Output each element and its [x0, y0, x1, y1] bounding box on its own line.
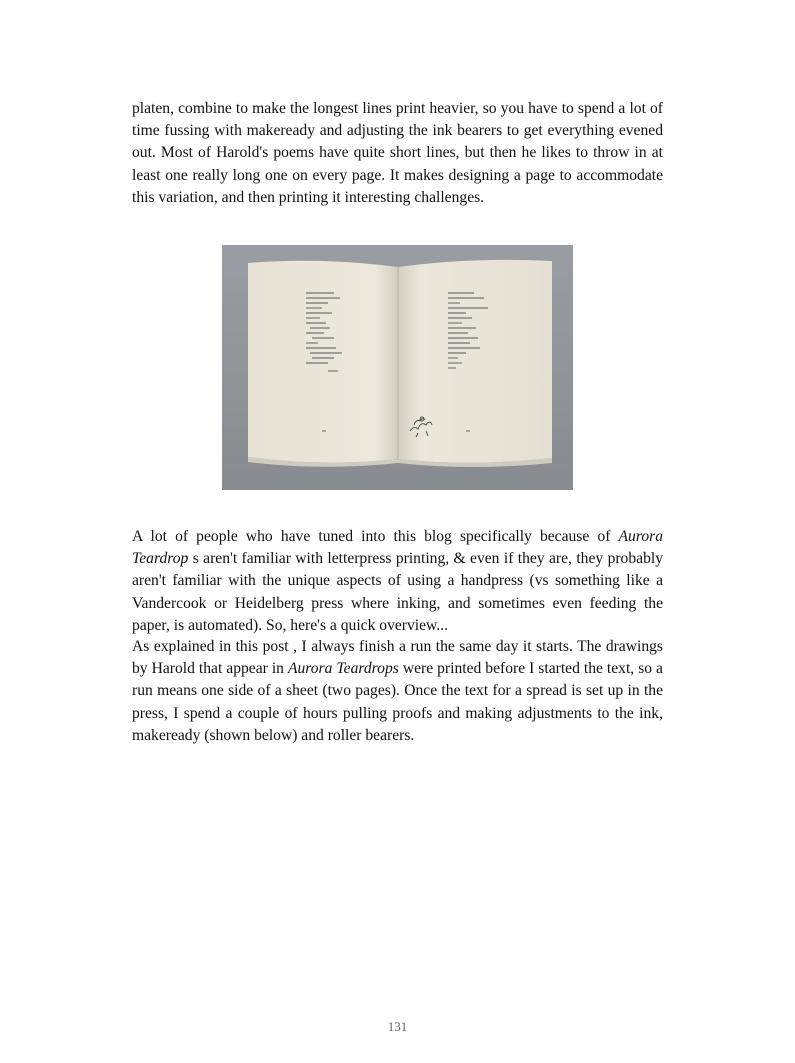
paragraph-2-text-before: A lot of people who have tuned into this blog specifically because of [132, 528, 619, 545]
paragraph-1: platen, combine to make the longest lines print heavier, so you have to spend a lot of time fussing with makeready and adjusting the ink bearers to get everything evened out. Most of Harold's poems have quite short lines, but then he likes to throw in at least one really long one on every page. It makes designing a page to accommodate this variation, and then printing it interesting challenges. [132, 100, 663, 206]
paragraph-3-text-after: were printed before I started the text, so a run means one side of a sheet (two pages). Once the text for a spread is set up in the press, I spend a couple of hours pulling proofs and making adjustments to the ink, makeready (shown below) and roller bearers. [132, 660, 663, 744]
paragraph-3-text-before: As explained in this post , I always finish a run the same day it starts. The drawings by Harold that appear in [132, 638, 663, 678]
paragraph-2 [132, 526, 663, 637]
book-title-italic: Aurora Teardrop [132, 528, 663, 568]
page-number: 131 [387, 1019, 408, 1034]
paragraph-3 [132, 636, 663, 747]
paragraph-2-text-after: s aren't familiar with letterpress printing, & even if they are, they probably aren't familiar with the unique aspects of using a handpress (vs something like a Vandercook or Heidelberg press where inking, and sometimes even feeding the paper, is automated). So, here's a quick overview... [132, 550, 663, 634]
book-title-italic: Aurora Teardrops [287, 660, 399, 678]
open-book-photo [222, 245, 573, 490]
